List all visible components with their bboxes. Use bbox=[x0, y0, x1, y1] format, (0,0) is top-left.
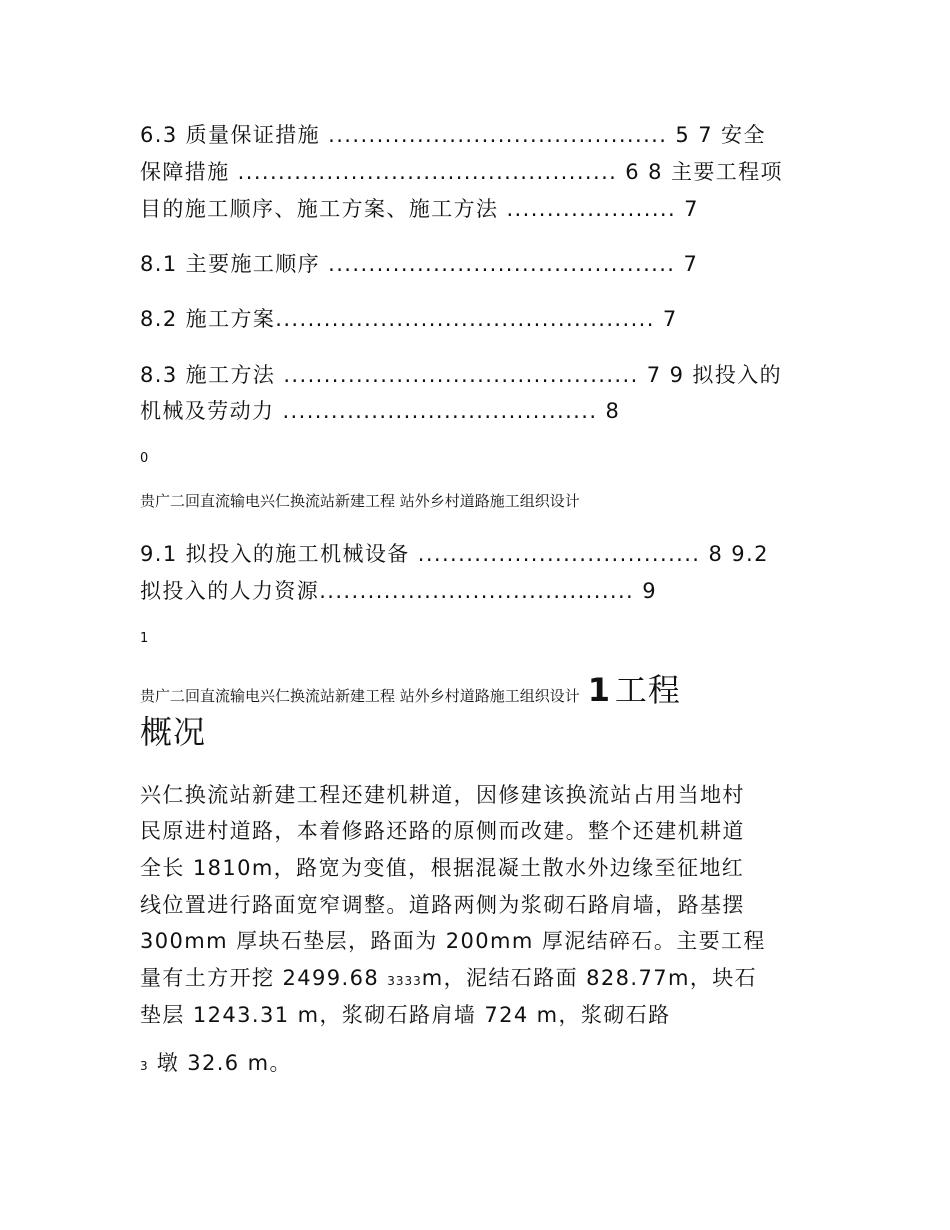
toc-line: 机械及劳动力 ....................................... 8 bbox=[140, 399, 621, 423]
running-header: 贵广二回直流输电兴仁换流站新建工程 站外乡村道路施工组织设计 bbox=[140, 492, 580, 510]
toc-line: 9.1 拟投入的施工机械设备 ................................... 8 9.2 bbox=[140, 542, 769, 566]
toc-line: 8.1 主要施工顺序 ........................................... 7 bbox=[140, 252, 699, 276]
toc-line: 保障措施 ............................................... 6 8 主要工程项 bbox=[140, 160, 783, 184]
superscript-residue: 3333 bbox=[387, 974, 422, 988]
section-title: 概况 bbox=[140, 713, 207, 751]
body-line: 3 墩 32.6 m。 bbox=[140, 1051, 292, 1075]
toc-line: 拟投入的人力资源....................................... 9 bbox=[140, 579, 657, 603]
section-number: 1 bbox=[587, 671, 611, 709]
body-line: 垫层 1243.31 m，浆砌石路肩墙 724 m，浆砌石路 bbox=[140, 1003, 671, 1027]
toc-line: 8.2 施工方案............................................... 7 bbox=[140, 307, 678, 331]
body-line: 民原进村道路，本着修路还路的原侧而改建。整个还建机耕道 bbox=[140, 819, 745, 843]
superscript-residue: 3 bbox=[140, 1059, 149, 1073]
body-line: 300mm 厚块石垫层，路面为 200mm 厚泥结碎石。主要工程 bbox=[140, 929, 766, 953]
body-line: 全长 1810m，路宽为变值，根据混凝土散水外边缘至征地红 bbox=[140, 856, 745, 880]
toc-line: 6.3 质量保证措施 .......................................... 5 7 安全 bbox=[140, 123, 766, 147]
section-heading-line bbox=[140, 671, 681, 709]
page-number: 1 bbox=[140, 631, 149, 646]
body-line: 量有土方开挖 2499.68 3333m，泥结石路面 828.77m，块石 bbox=[140, 966, 758, 990]
body-line: 兴仁换流站新建工程还建机耕道，因修建该换流站占用当地村 bbox=[140, 783, 745, 807]
page-number: 0 bbox=[140, 451, 149, 466]
toc-line: 8.3 施工方法 ............................................ 7 9 拟投入的 bbox=[140, 363, 783, 387]
body-line: 线位置进行路面宽窄调整。道路两侧为浆砌石路肩墙，路基摆 bbox=[140, 893, 745, 917]
running-header: 贵广二回直流输电兴仁换流站新建工程 站外乡村道路施工组织设计 bbox=[140, 687, 580, 705]
toc-line: 目的施工顺序、施工方案、施工方法 ..................... 7 bbox=[140, 197, 699, 221]
section-title: 工程 bbox=[614, 671, 681, 709]
